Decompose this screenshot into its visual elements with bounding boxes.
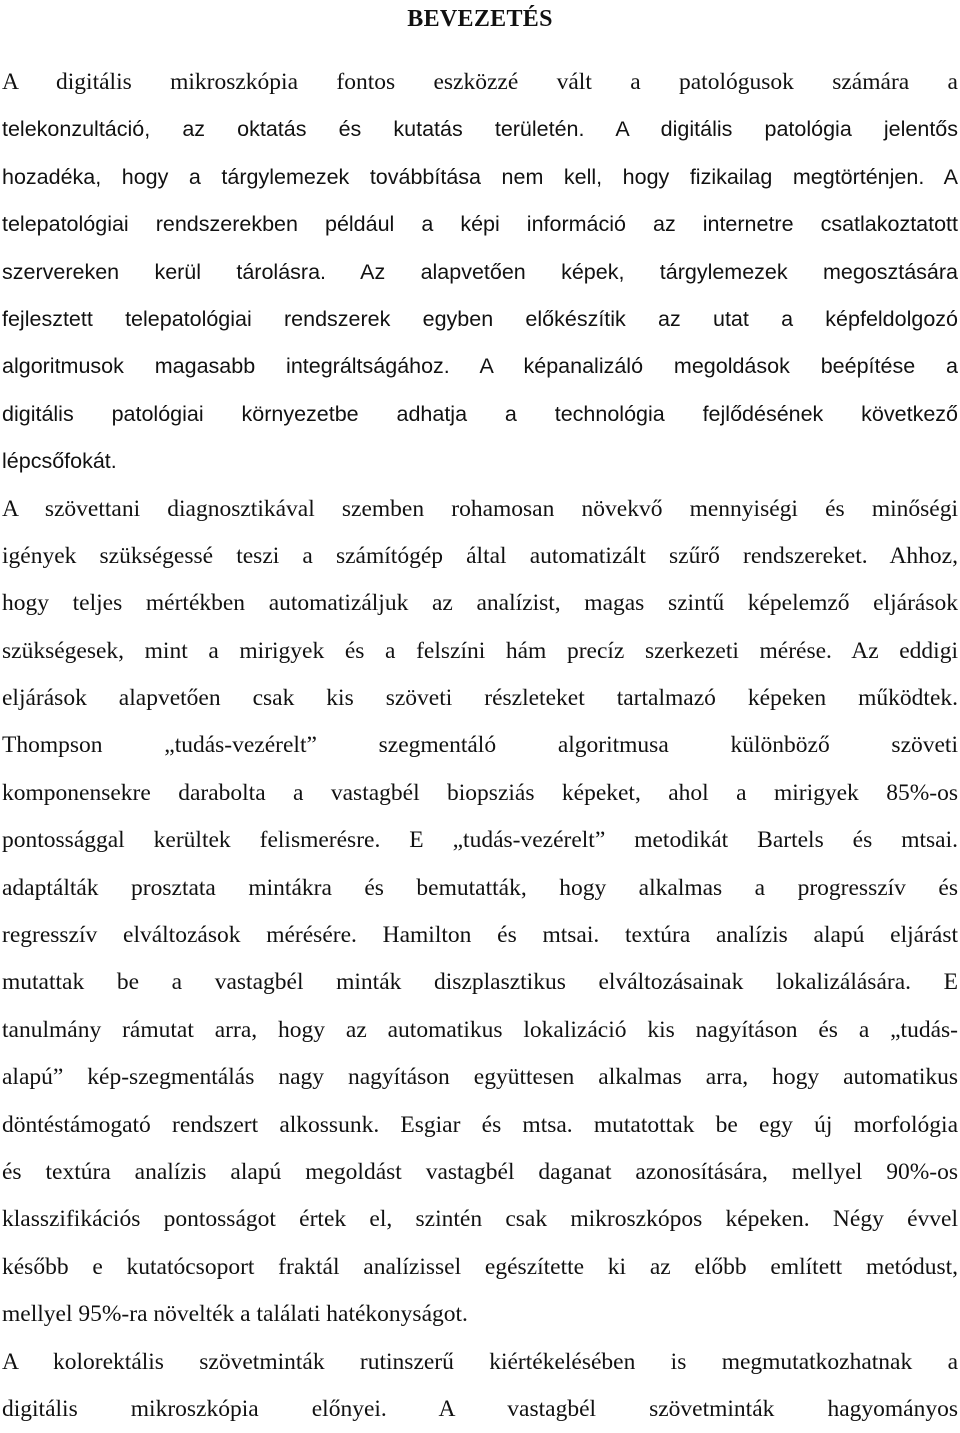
text-line: és textúra analízis alapú megoldást vastagbél daganat azonosítására, mellyel 90%-os <box>2 1158 958 1185</box>
text-line: adaptálták prosztata mintákra és bemutatták, hogy alkalmas a progresszív és <box>2 874 958 901</box>
text-line: telekonzultáció, az oktatás és kutatás területén. A digitális patológia jelentős <box>2 117 958 142</box>
text-line: alapú” kép-szegmentálás nagy nagyításon együttesen alkalmas arra, hogy automatikus <box>2 1064 958 1091</box>
text-line: hogy teljes mértékben automatizáljuk az analízist, magas szintű képelemző eljárások <box>2 590 958 617</box>
text-line: Thompson „tudás-vezérelt” szegmentáló algoritmusa különböző szöveti <box>2 732 958 759</box>
text-line: digitális mikroszkópia előnyei. A vastagbél szövetminták hagyományos <box>2 1395 958 1422</box>
body-text <box>2 59 958 1433</box>
text-line: hozadéka, hogy a tárgylemezek továbbítása nem kell, hogy fizikailag megtörténjen. A <box>2 164 958 189</box>
text-line: digitális patológiai környezetbe adhatja a technológia fejlődésének következő <box>2 401 958 426</box>
text-line: telepatológiai rendszerekben például a képi információ az internetre csatlakoztatott <box>2 212 958 237</box>
text-line: regresszív elváltozások mérésére. Hamilton és mtsai. textúra analízis alapú eljárást <box>2 922 958 949</box>
text-line: pontossággal kerültek felismerésre. E „tudás-vezérelt” metodikát Bartels és mtsai. <box>2 827 958 854</box>
text-line: tanulmány rámutat arra, hogy az automatikus lokalizáció kis nagyításon és a „tudás- <box>2 1016 958 1043</box>
section-heading: BEVEZETÉS <box>407 6 553 32</box>
text-line: klasszifikációs pontosságot értek el, szintén csak mikroszkópos képeken. Négy évvel <box>2 1206 958 1233</box>
text-line: mutattak be a vastagbél minták diszplasztikus elváltozásainak lokalizálására. E <box>2 969 958 996</box>
text-line: szükségesek, mint a mirigyek és a felszíni hám precíz szerkezeti mérése. Az eddigi <box>2 637 958 664</box>
text-line: A kolorektális szövetminták rutinszerű kiértékelésében is megmutatkozhatnak a <box>2 1348 958 1375</box>
text-line: fejlesztett telepatológiai rendszerek egyben előkészítik az utat a képfeldolgozó <box>2 306 958 331</box>
text-line: A szövettani diagnosztikával szemben rohamosan növekvő mennyiségi és minőségi <box>2 495 958 522</box>
text-line: igények szükségessé teszi a számítógép által automatizált szűrő rendszereket. Ahhoz, <box>2 542 958 569</box>
text-line: döntéstámogató rendszert alkossunk. Esgiar és mtsa. mutatottak be egy új morfológia <box>2 1111 958 1138</box>
text-line: komponensekre darabolta a vastagbél biopsziás képeket, ahol a mirigyek 85%-os <box>2 779 958 806</box>
text-line: A digitális mikroszkópia fontos eszközzé vált a patológusok számára a <box>2 69 958 95</box>
text-line: lépcsőfokát. <box>2 449 117 474</box>
text-line: algoritmusok magasabb integráltságához. A képanalizáló megoldások beépítése a <box>2 354 958 379</box>
text-line: szervereken kerül tárolásra. Az alapvetően képek, tárgylemezek megosztására <box>2 259 958 284</box>
text-line: mellyel 95%-ra növelték a találati hatékonyságot. <box>2 1301 468 1328</box>
text-line: eljárások alapvetően csak kis szöveti részleteket tartalmazó képeken működtek. <box>2 685 958 712</box>
text-line: később e kutatócsoport fraktál analízissel egészítette ki az előbb említett metódust, <box>2 1253 958 1280</box>
